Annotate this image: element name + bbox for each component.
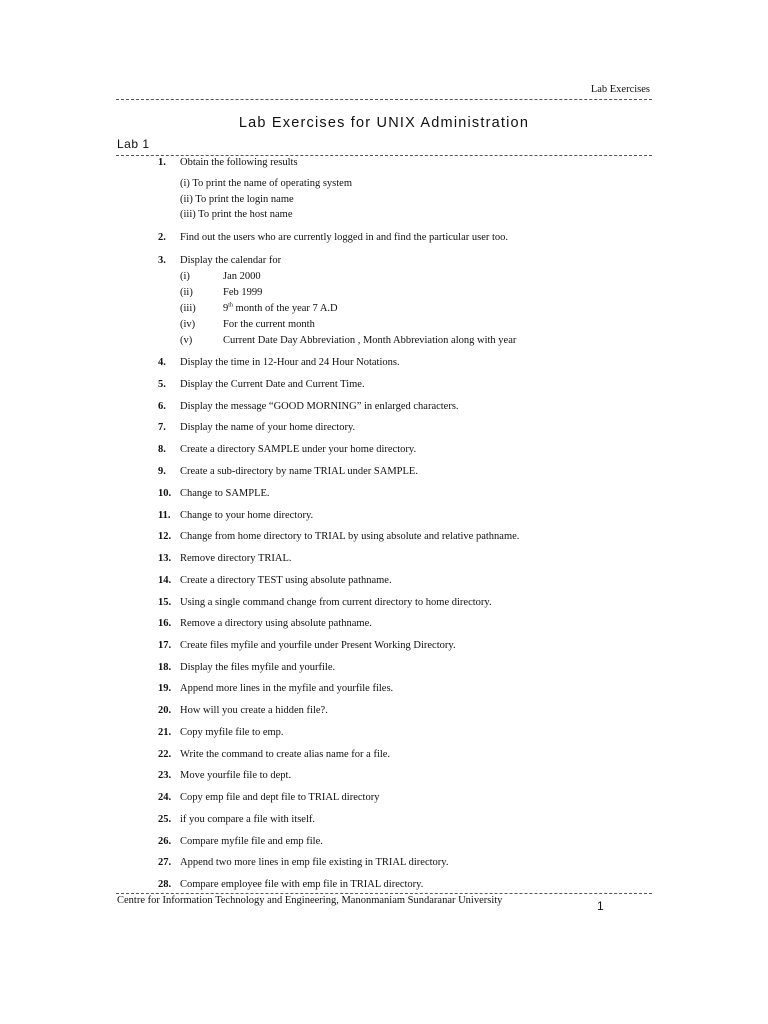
- item-text: Create a sub-directory by name TRIAL under SAMPLE.: [180, 466, 418, 477]
- item-text: Display the name of your home directory.: [180, 422, 356, 433]
- item-number: 12.: [158, 531, 172, 542]
- item-text: Display the time in 12-Hour and 24 Hour Notations.: [180, 357, 400, 368]
- item-number: 26.: [158, 836, 172, 847]
- sub-item-text: Current Date Day Abbreviation , Month Abbreviation along with year: [223, 335, 517, 346]
- item-text: Obtain the following results: [180, 157, 298, 168]
- header-rule: [116, 99, 652, 100]
- item-number: 14.: [158, 575, 172, 586]
- item-number: 17.: [158, 640, 172, 651]
- item-number: 2.: [158, 232, 166, 243]
- item-number: 4.: [158, 357, 166, 368]
- item-text: Move yourfile file to dept.: [180, 770, 292, 781]
- item-number: 3.: [158, 255, 166, 266]
- item-number: 7.: [158, 422, 166, 433]
- footer-rule: [116, 893, 652, 894]
- item-text: Using a single command change from current directory to home directory.: [180, 597, 492, 608]
- running-header: Lab Exercises: [590, 84, 650, 95]
- sub-item-marker: (iii): [180, 303, 196, 314]
- item-text: Copy emp file and dept file to TRIAL directory: [180, 792, 380, 803]
- item-number: 25.: [158, 814, 172, 825]
- item-text: Change from home directory to TRIAL by using absolute and relative pathname.: [180, 531, 520, 542]
- sub-item-marker: (i): [180, 271, 190, 282]
- ordinal-number: 9: [223, 303, 229, 314]
- item-text: Display the Current Date and Current Time.: [180, 379, 365, 390]
- sub-item-text: [223, 302, 338, 316]
- item-number: 5.: [158, 379, 166, 390]
- item-number: 18.: [158, 662, 172, 673]
- ordinal-suffix: th: [228, 302, 233, 309]
- item-number: 13.: [158, 553, 172, 564]
- item-text: Compare employee file with emp file in TRIAL directory.: [180, 879, 424, 890]
- sub-item-marker: (ii): [180, 287, 193, 298]
- item-text: Append more lines in the myfile and yourfile files.: [180, 683, 394, 694]
- item-text: if you compare a file with itself.: [180, 814, 315, 825]
- item-text: Display the message “GOOD MORNING” in enlarged characters.: [180, 401, 459, 412]
- item-text: Create a directory SAMPLE under your home directory.: [180, 444, 417, 455]
- item-text: Compare myfile file and emp file.: [180, 836, 323, 847]
- sub-item-text: Jan 2000: [223, 271, 261, 282]
- item-number: 16.: [158, 618, 172, 629]
- item-text: Write the command to create alias name for a file.: [180, 749, 391, 760]
- item-number: 15.: [158, 597, 172, 608]
- item-number: 19.: [158, 683, 172, 694]
- item-text: Remove a directory using absolute pathname.: [180, 618, 372, 629]
- sub-item-text: (ii) To print the login name: [180, 194, 294, 205]
- page-title: Lab Exercises for UNIX Administration: [238, 115, 530, 131]
- item-text: Change to your home directory.: [180, 510, 314, 521]
- item-number: 10.: [158, 488, 172, 499]
- sub-item-text: (i) To print the name of operating system: [180, 178, 352, 189]
- item-text: Copy myfile file to emp.: [180, 727, 284, 738]
- item-number: 24.: [158, 792, 172, 803]
- sub-item-text: (iii) To print the host name: [180, 209, 293, 220]
- item-text: Create a directory TEST using absolute pathname.: [180, 575, 392, 586]
- item-number: 9.: [158, 466, 166, 477]
- sub-item-rest: month of the year 7 A.D: [232, 303, 338, 314]
- sub-item-marker: (iv): [180, 319, 196, 330]
- item-text: Append two more lines in emp file existing in TRIAL directory.: [180, 857, 449, 868]
- item-number: 8.: [158, 444, 166, 455]
- item-number: 20.: [158, 705, 172, 716]
- item-text: Remove directory TRIAL.: [180, 553, 292, 564]
- item-number: 11.: [158, 510, 171, 521]
- item-number: 23.: [158, 770, 172, 781]
- sub-item-marker: (v): [180, 335, 193, 346]
- item-text: Display the files myfile and yourfile.: [180, 662, 336, 673]
- footer-institution: Centre for Information Technology and Engineering, Manonmaniam Sundaranar University: [117, 895, 503, 906]
- item-text: Display the calendar for: [180, 255, 282, 266]
- sub-item-text: For the current month: [223, 319, 315, 330]
- item-number: 6.: [158, 401, 166, 412]
- item-number: 21.: [158, 727, 172, 738]
- section-heading: Lab 1: [117, 137, 150, 151]
- item-text: How will you create a hidden file?.: [180, 705, 328, 716]
- item-number: 28.: [158, 879, 172, 890]
- item-text: Change to SAMPLE.: [180, 488, 270, 499]
- item-number: 27.: [158, 857, 172, 868]
- item-number: 1.: [158, 157, 166, 168]
- sub-item-text: Feb 1999: [223, 287, 263, 298]
- item-number: 22.: [158, 749, 172, 760]
- page-number: 1: [597, 899, 604, 913]
- item-text: Create files myfile and yourfile under Present Working Directory.: [180, 640, 456, 651]
- item-text: Find out the users who are currently logged in and find the particular user too.: [180, 232, 509, 243]
